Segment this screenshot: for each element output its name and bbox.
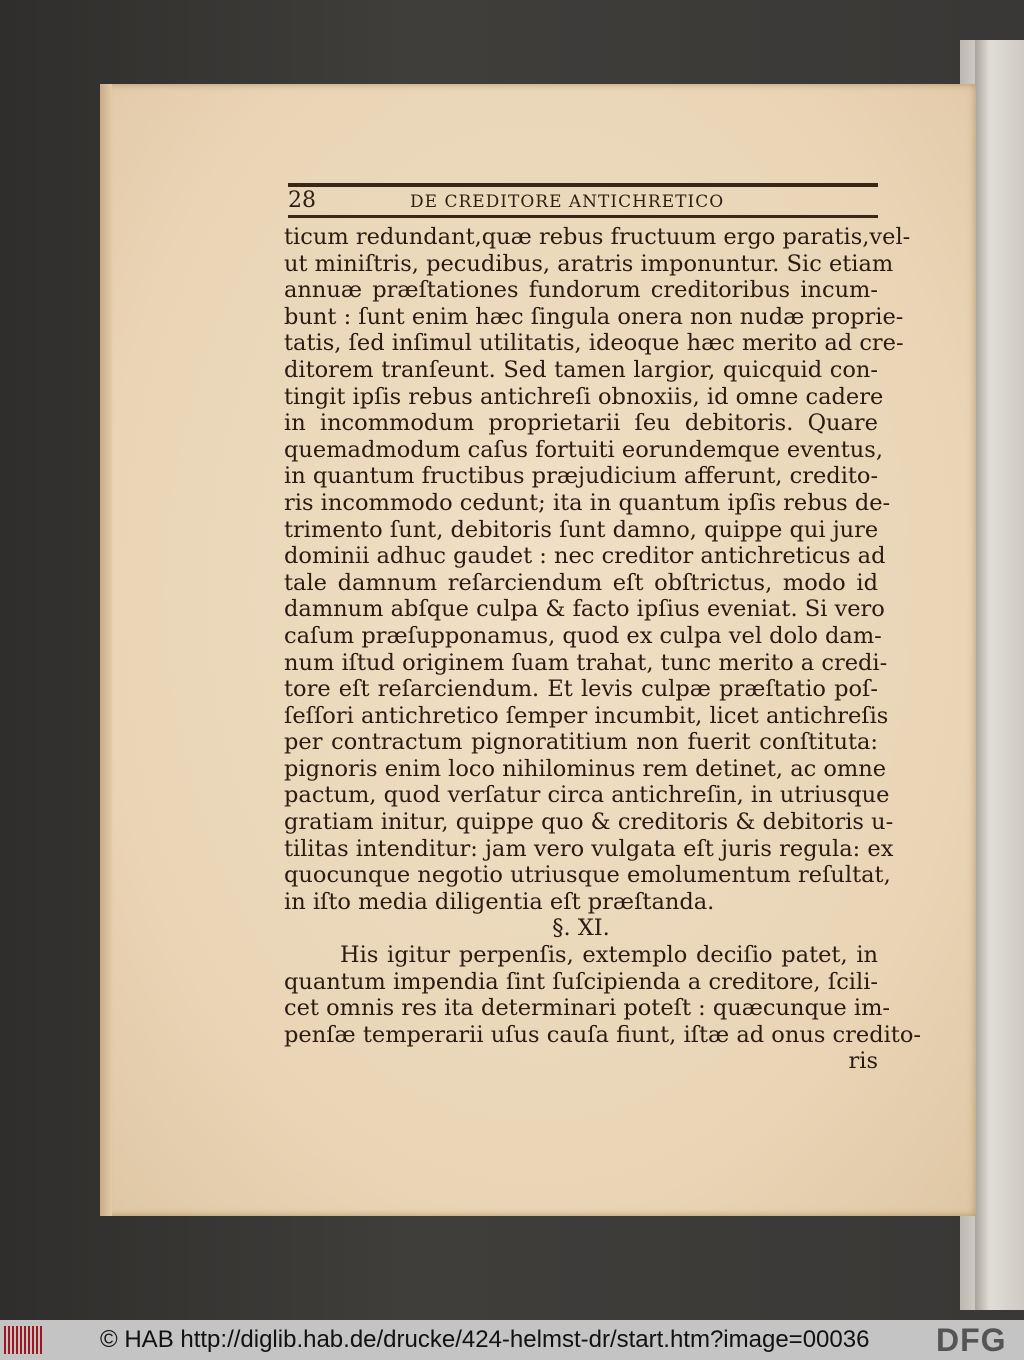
header-rule-bottom [288,215,878,218]
text-line: ut miniſtris, pecudibus, aratris imponuntur. Sic etiam [284,250,894,277]
text-line: bunt : ſunt enim hæc ſingula onera non nudæ proprie- [284,303,904,330]
dfg-logo: DFG [936,1322,1007,1358]
text-line: tore eſt reſarciendum. Et levis culpæ præſtatio poſ- [284,676,878,703]
text-line: His igitur perpenſis, extemplo deciſio patet, in [340,942,878,969]
text-line: tale damnum reſarciendum eſt obſtrictus, modo id [284,569,878,596]
text-line: ticum redundant,quæ rebus fructuum ergo paratis,vel- [284,224,911,250]
text-line: quocunque negotio utriusque emolumentum reſultat, [284,862,891,889]
text-line: quantum impendia ſint ſuſcipienda a creditore, ſcili- [284,968,878,995]
text-line: pignoris enim loco nihilominus rem detinet, ac omne [284,755,887,782]
text-line: tilitas intenditur: jam vero vulgata eſt juris regula: ex [284,835,894,862]
text-line: in iſto media diligentia eſt præſtanda. [284,888,715,915]
text-line: tatis, ſed inſimul utilitatis, ideoque hæc merito ad cre- [284,330,904,357]
text-line: penſæ temperarii uſus cauſa fiunt, iſtæ ad onus credito- [284,1021,921,1048]
catchword: ris [848,1048,878,1075]
text-line: ditorem tranſeunt. Sed tamen largior, quicquid con- [284,356,878,383]
text-line: dominii adhuc gaudet : nec creditor antichreticus ad [284,543,886,570]
page-number: 28 [288,188,316,213]
section-heading: §. XI. [552,915,610,942]
next-page-edge-inner [975,40,1024,1310]
text-line: cet omnis res ita determinari poteſt : quæcunque im- [284,995,891,1022]
header-rule-top [288,183,878,187]
hab-logo-icon [4,1326,44,1354]
running-title: DE CREDITORE ANTICHRETICO [410,192,725,212]
text-line: caſum præſupponamus, quod ex culpa vel dolo dam- [284,622,882,649]
text-line: damnum abſque culpa & facto ipſius eveniat. Si vero [284,596,885,623]
copyright-link[interactable]: © HAB http://diglib.hab.de/drucke/424-helmst-dr/start.htm?image=00036 [100,1326,870,1353]
text-line: per contractum pignoratitium non fuerit conſtituta: [284,729,878,756]
text-line: trimento ſunt, debitoris ſunt damno, quippe qui jure [284,516,879,543]
footer-bar [0,1320,1024,1360]
text-line: gratiam initur, quippe quo & creditoris & debitoris u- [284,809,894,836]
text-line: annuæ præſtationes fundorum creditoribus incum- [284,277,878,304]
text-line: quemadmodum caſus fortuiti eorundemque eventus, [284,436,883,463]
text-line: in incommodum proprietarii ſeu debitoris. Quare [284,410,878,437]
text-line: pactum, quod verſatur circa antichreſin, in utriusque [284,782,890,809]
text-line: ſeſſori antichretico ſemper incumbit, licet antichreſis [284,702,889,729]
text-line: tingit ipſis rebus antichreſi obnoxiis, id omne cadere [284,383,884,410]
text-line: ris incommodo cedunt; ita in quantum ipſis rebus de- [284,489,891,516]
text-line: in quantum fructibus præjudicium afferunt, credito- [284,463,879,490]
body-text [284,224,921,1075]
text-line: num iſtud originem ſuam trahat, tunc merito a credi- [284,649,888,676]
page-edge [100,84,112,1216]
